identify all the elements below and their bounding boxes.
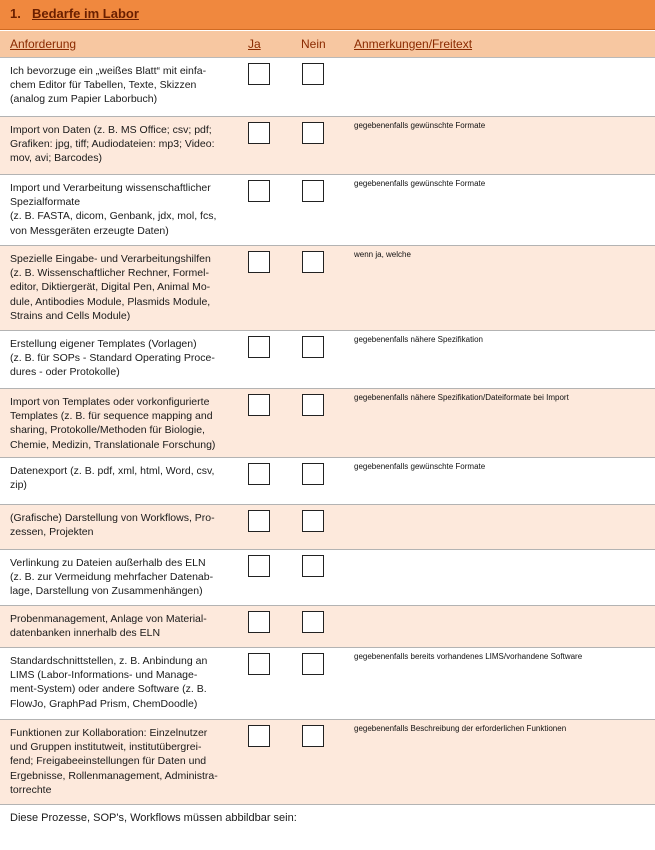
header-no: Nein xyxy=(301,37,326,51)
notes-field[interactable]: gegebenenfalls nähere Spezifikation xyxy=(354,335,483,344)
requirement-line: torrechte xyxy=(10,783,52,796)
table-row xyxy=(0,648,655,720)
table-row xyxy=(0,389,655,458)
yes-checkbox[interactable] xyxy=(248,725,270,747)
notes-field[interactable]: gegebenenfalls gewünschte Formate xyxy=(354,121,486,130)
requirement-text xyxy=(10,64,242,107)
requirement-line: LIMS (Labor-Informations- und Manage- xyxy=(10,669,198,682)
yes-checkbox[interactable] xyxy=(248,394,270,416)
footer-prompt: Diese Prozesse, SOP's, Workflows müssen abbildbar sein: xyxy=(10,812,297,824)
yes-checkbox[interactable] xyxy=(248,611,270,633)
table-row xyxy=(0,458,655,505)
requirement-text xyxy=(10,395,242,452)
header-requirement: Anforderung xyxy=(10,37,77,51)
requirement-line: Ergebnisse, Rollenmanagement, Administra- xyxy=(10,769,218,782)
no-checkbox[interactable] xyxy=(302,122,324,144)
requirement-line: Probenmanagement, Anlage von Material- xyxy=(10,613,207,625)
yes-checkbox[interactable] xyxy=(248,63,270,85)
table-row xyxy=(0,720,655,805)
no-checkbox[interactable] xyxy=(302,180,324,202)
requirement-text xyxy=(10,337,242,380)
header-yes: Ja xyxy=(248,37,261,51)
no-checkbox[interactable] xyxy=(302,463,324,485)
requirement-line: (Grafische) Darstellung von Workflows, Pro- xyxy=(10,512,215,524)
table-row xyxy=(0,505,655,550)
section-title: Bedarfe im Labor xyxy=(32,6,139,21)
requirement-line: Datenexport (z. B. pdf, xml, html, Word, csv, xyxy=(10,465,215,477)
requirement-line: chem Editor für Tabellen, Texte, Skizzen xyxy=(10,79,197,92)
table-row xyxy=(0,331,655,389)
requirement-text xyxy=(10,612,242,640)
notes-field[interactable]: wenn ja, welche xyxy=(354,250,411,259)
table-row xyxy=(0,117,655,175)
requirement-line: Chemie, Medizin, Translationale Forschung) xyxy=(10,438,216,451)
no-checkbox[interactable] xyxy=(302,555,324,577)
table-row xyxy=(0,606,655,648)
no-checkbox[interactable] xyxy=(302,394,324,416)
requirement-text xyxy=(10,464,242,492)
yes-checkbox[interactable] xyxy=(248,251,270,273)
yes-checkbox[interactable] xyxy=(248,555,270,577)
requirement-line: FlowJo, GraphPad Prism, ChemDoodle) xyxy=(10,697,198,710)
notes-field[interactable]: gegebenenfalls bereits vorhandenes LIMS/vorhandene Software xyxy=(354,652,583,661)
requirement-line: Import von Templates oder vorkonfigurierte xyxy=(10,396,210,408)
notes-field[interactable]: gegebenenfalls Beschreibung der erforderlichen Funktionen xyxy=(354,724,567,733)
section-number: 1. xyxy=(10,6,21,21)
requirement-line: Standardschnittstellen, z. B. Anbindung an xyxy=(10,655,208,667)
requirement-line: sharing, Protokolle/Methoden für Biologie, xyxy=(10,424,205,437)
requirement-line: Strains and Cells Module) xyxy=(10,309,131,322)
requirement-line: lage, Darstellung von Zusammenhängen) xyxy=(10,585,203,598)
requirement-line: Templates (z. B. für sequence mapping and xyxy=(10,410,213,423)
yes-checkbox[interactable] xyxy=(248,463,270,485)
requirement-line: (z. B. Wissenschaftlicher Rechner, Formel- xyxy=(10,267,209,280)
notes-field[interactable]: gegebenenfalls gewünschte Formate xyxy=(354,462,486,471)
requirement-line: dures - oder Protokolle) xyxy=(10,366,120,379)
requirement-line: von Messgeräten erzeugte Daten) xyxy=(10,224,169,237)
no-checkbox[interactable] xyxy=(302,63,324,85)
requirement-line: und Gruppen institutweit, institutübergrei- xyxy=(10,741,202,754)
section-title-bar xyxy=(0,0,655,30)
requirement-line: zessen, Projekten xyxy=(10,526,94,539)
requirement-text xyxy=(10,726,242,797)
yes-checkbox[interactable] xyxy=(248,510,270,532)
yes-checkbox[interactable] xyxy=(248,336,270,358)
requirement-line: (analog zum Papier Laborbuch) xyxy=(10,93,158,106)
table-row xyxy=(0,175,655,246)
requirement-line: Spezielle Eingabe- und Verarbeitungshilfen xyxy=(10,253,211,265)
requirement-line: ment-System) oder andere Software (z. B. xyxy=(10,683,207,696)
requirement-text xyxy=(10,181,242,238)
requirement-line: Funktionen zur Kollaboration: Einzelnutzer xyxy=(10,727,208,739)
requirement-line: Import von Daten (z. B. MS Office; csv; pdf; xyxy=(10,124,212,136)
no-checkbox[interactable] xyxy=(302,336,324,358)
requirement-line: zip) xyxy=(10,479,27,492)
requirement-line: Grafiken: jpg, tiff; Audiodateien: mp3; Video: xyxy=(10,138,215,151)
yes-checkbox[interactable] xyxy=(248,122,270,144)
table-header xyxy=(0,31,655,58)
requirement-line: Verlinkung zu Dateien außerhalb des ELN xyxy=(10,557,206,569)
requirement-line: fend; Freigabeeinstellungen für Daten und xyxy=(10,755,207,768)
table-row xyxy=(0,246,655,331)
header-notes: Anmerkungen/Freitext xyxy=(354,37,473,51)
requirement-line: dule, Antibodies Module, Plasmids Module, xyxy=(10,295,211,308)
requirement-text xyxy=(10,654,242,711)
requirement-line: (z. B. für SOPs - Standard Operating Proce- xyxy=(10,352,215,365)
yes-checkbox[interactable] xyxy=(248,180,270,202)
requirement-line: Spezialformate xyxy=(10,196,81,209)
no-checkbox[interactable] xyxy=(302,611,324,633)
requirement-line: editor, Diktiergerät, Digital Pen, Animal Mo- xyxy=(10,281,211,294)
no-checkbox[interactable] xyxy=(302,251,324,273)
notes-field[interactable]: gegebenenfalls gewünschte Formate xyxy=(354,179,486,188)
yes-checkbox[interactable] xyxy=(248,653,270,675)
requirement-line: mov, avi; Barcodes) xyxy=(10,152,103,165)
requirement-text xyxy=(10,556,242,599)
requirement-line: datenbanken innerhalb des ELN xyxy=(10,627,161,640)
no-checkbox[interactable] xyxy=(302,510,324,532)
requirement-line: Ich bevorzuge ein „weißes Blatt“ mit einfa- xyxy=(10,65,207,77)
no-checkbox[interactable] xyxy=(302,653,324,675)
no-checkbox[interactable] xyxy=(302,725,324,747)
requirement-text xyxy=(10,511,242,539)
notes-field[interactable]: gegebenenfalls nähere Spezifikation/Dateiformate bei Import xyxy=(354,393,569,402)
requirement-line: (z. B. FASTA, dicom, Genbank, jdx, mol, fcs, xyxy=(10,210,217,223)
table-row xyxy=(0,58,655,117)
requirement-line: (z. B. zur Vermeidung mehrfacher Datenab- xyxy=(10,571,214,584)
table-row xyxy=(0,550,655,606)
requirement-line: Import und Verarbeitung wissenschaftlicher xyxy=(10,182,211,194)
requirement-text xyxy=(10,123,242,166)
requirement-text xyxy=(10,252,242,323)
requirement-line: Erstellung eigener Templates (Vorlagen) xyxy=(10,338,197,350)
